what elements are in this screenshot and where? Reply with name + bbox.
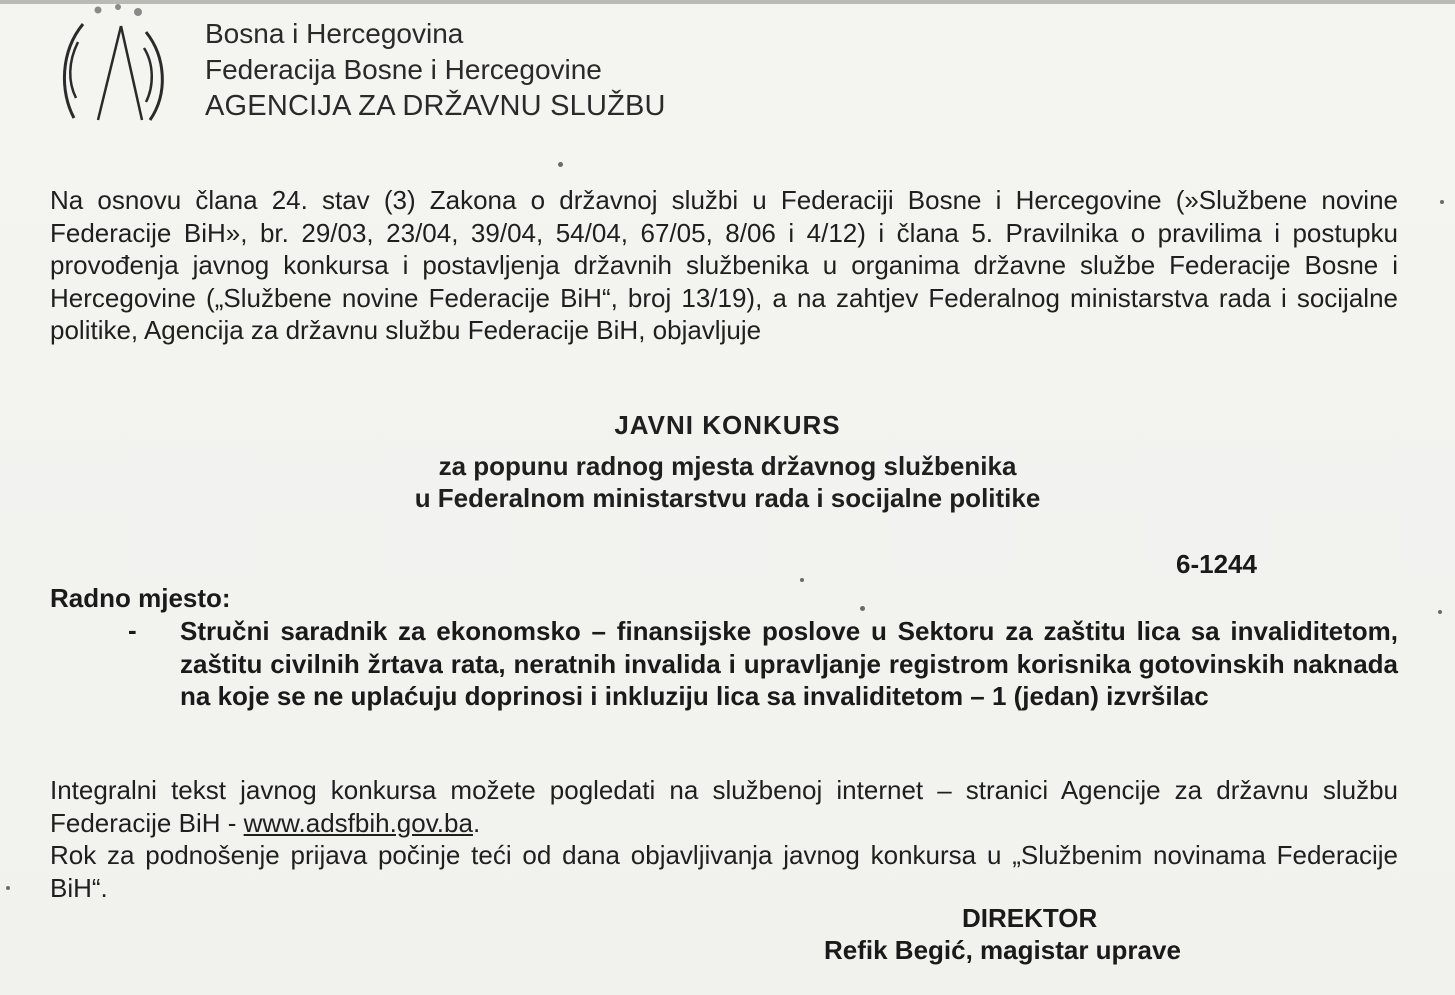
announcement-title: JAVNI KONKURS [614,410,841,440]
scan-speck [1440,200,1444,204]
scan-speck [558,162,563,167]
intro-paragraph: Na osnovu člana 24. stav (3) Zakona o državnoj službi u Federaciji Bosne i Hercegovine (»Službene novine Federacije BiH», br. 29/03, 23/04, 39/04, 54/04, 67/05, 8/06 i 4/12) i člana 5. Pravilnika o pravilima i postupku provođenja javnog konkursa i postavljenja državnih službenika u organima državne službe Federacije Bosne i Hercegovine („Službene novine Federacije BiH“, broj 13/19), a na zahtjev Federalnog ministarstva rada i socijalne politike, Agencija za državnu službu Federacije BiH, objavljuje [50,185,1398,345]
announcement-subtitle-line-1: za popunu radnog mjesta državnog službenika [438,451,1017,481]
outro-text: Integralni tekst javnog konkursa možete pogledati na službenoj internet – stranici Agencije za državnu službu Federacije BiH - [50,775,1398,838]
announcement-subtitle-line-2: u Federalnom ministarstvu rada i socijalne politike [414,483,1041,513]
letterhead-country: Bosna i Hercegovina [205,18,464,49]
signature-name: Refik Begić, magistar uprave [824,935,1181,965]
letterhead-federation: Federacija Bosne i Hercegovine [205,54,602,85]
scan-speck [1438,610,1442,614]
website-link[interactable]: www.adsfbih.gov.ba [243,807,473,838]
scan-speck [6,886,10,890]
letterhead [205,16,666,124]
position-description: Stručni saradnik za ekonomsko – finansijske poslove u Sektoru za zaštitu lica sa invaliditetom, zaštitu civilnih žrtava rata, neratnih invalida i upravljanje registrom korisnika gotovinskih naknada na koje se ne uplaćuju doprinosi i inkluziju lica sa invaliditetom – 1 (jedan) izvršilac [180,616,1398,711]
reference-number: 6-1244 [1176,549,1257,579]
outro-period: . [472,807,481,838]
position-label: Radno mjesto: [50,583,231,613]
outro-paragraph [50,774,1398,904]
letterhead-agency: AGENCIJA ZA DRŽAVNU SLUŽBU [205,90,666,122]
scan-speck [800,578,804,582]
deadline-text: Rok za podnošenje prijava počinje teći od dana objavljivanja javnog konkursa u „Službenim novinama Federacije BiH“. [50,840,1398,903]
signature-title: DIREKTOR [962,903,1098,933]
position-bullet: - [128,615,137,645]
scan-top-edge [0,0,1455,4]
scan-speck [860,606,865,611]
agency-logo [38,2,178,130]
